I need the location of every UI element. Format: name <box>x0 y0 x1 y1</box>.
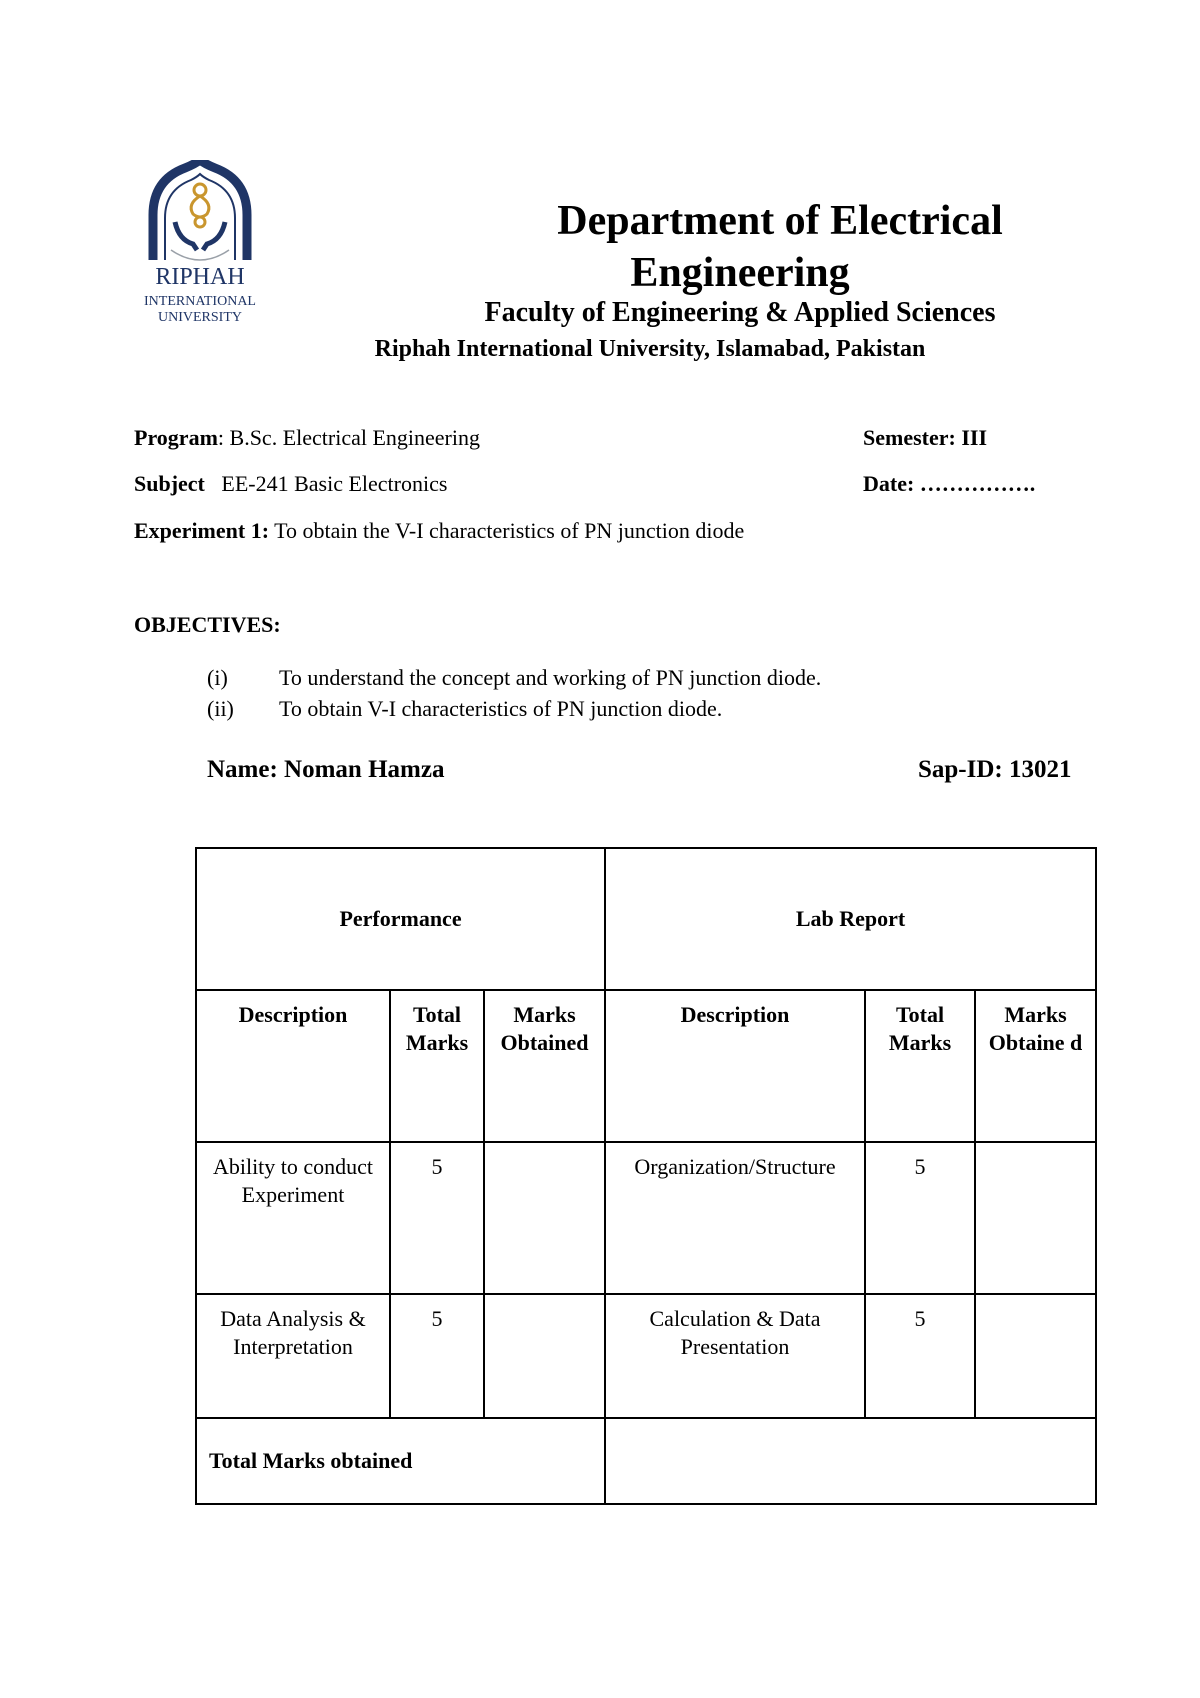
lab-marks-obtained-header: Marks Obtaine d <box>975 990 1096 1142</box>
student-sap-id: Sap-ID: 13021 <box>918 756 1072 783</box>
total-row <box>196 1418 1096 1504</box>
table-row <box>196 1142 1096 1294</box>
program-label: Program <box>134 425 218 450</box>
table-header-row <box>196 848 1096 990</box>
perf-obtained-cell[interactable] <box>484 1142 605 1294</box>
svg-text:INTERNATIONAL: INTERNATIONAL <box>144 294 256 309</box>
riphah-logo <box>135 160 265 335</box>
perf-marks-obtained-header: Marks Obtained <box>484 990 605 1142</box>
experiment-label: Experiment 1: <box>134 518 270 543</box>
objective-text: To understand the concept and working of PN junction diode. <box>279 665 822 690</box>
total-marks-label: Total Marks obtained <box>196 1418 605 1504</box>
perf-total-cell: 5 <box>390 1142 484 1294</box>
subject-value: EE-241 Basic Electronics <box>221 471 448 496</box>
perf-description-header: Description <box>196 990 390 1142</box>
perf-description-cell: Data Analysis & Interpretation <box>196 1294 390 1418</box>
objectives-heading: OBJECTIVES: <box>134 612 281 637</box>
semester: Semester: III <box>863 425 988 450</box>
perf-description-cell: Ability to conduct Experiment <box>196 1142 390 1294</box>
svg-text:UNIVERSITY: UNIVERSITY <box>158 310 242 325</box>
program-line <box>134 425 480 451</box>
total-marks-value[interactable] <box>605 1418 1096 1504</box>
marks-table <box>195 847 1097 1505</box>
lab-obtained-cell[interactable] <box>975 1142 1096 1294</box>
subject-line <box>134 471 447 497</box>
student-name: Name: Noman Hamza <box>207 756 445 783</box>
lab-description-cell: Organization/Structure <box>605 1142 865 1294</box>
date: Date: ……………. <box>863 471 1036 496</box>
experiment-line <box>134 518 744 544</box>
objective-item <box>207 665 1007 695</box>
table-row <box>196 1294 1096 1418</box>
lab-description-header: Description <box>605 990 865 1142</box>
department-title-line1: Department of Electrical <box>557 198 1003 244</box>
performance-header: Performance <box>196 848 605 990</box>
lab-total-cell: 5 <box>865 1142 975 1294</box>
table-subheader-row <box>196 990 1096 1142</box>
subject-label: Subject <box>134 471 205 496</box>
lab-description-cell: Calculation & Data Presentation <box>605 1294 865 1418</box>
lab-total-marks-header: Total Marks <box>865 990 975 1142</box>
perf-total-cell: 5 <box>390 1294 484 1418</box>
objective-number: (i) <box>207 665 228 690</box>
experiment-value: To obtain the V-I characteristics of PN junction diode <box>269 518 745 543</box>
perf-obtained-cell[interactable] <box>484 1294 605 1418</box>
objective-number: (ii) <box>207 696 234 721</box>
department-title-line2: Engineering <box>630 250 850 296</box>
objective-text: To obtain V-I characteristics of PN junction diode. <box>279 696 723 721</box>
lab-obtained-cell[interactable] <box>975 1294 1096 1418</box>
lab-total-cell: 5 <box>865 1294 975 1418</box>
program-value: : B.Sc. Electrical Engineering <box>217 425 480 450</box>
objective-item <box>207 696 1007 726</box>
svg-text:RIPHAH: RIPHAH <box>155 264 245 290</box>
university-title: Riphah International University, Islamabad, Pakistan <box>374 336 926 362</box>
faculty-title: Faculty of Engineering & Applied Sciences <box>484 297 996 328</box>
lab-report-header: Lab Report <box>605 848 1096 990</box>
perf-total-marks-header: Total Marks <box>390 990 484 1142</box>
